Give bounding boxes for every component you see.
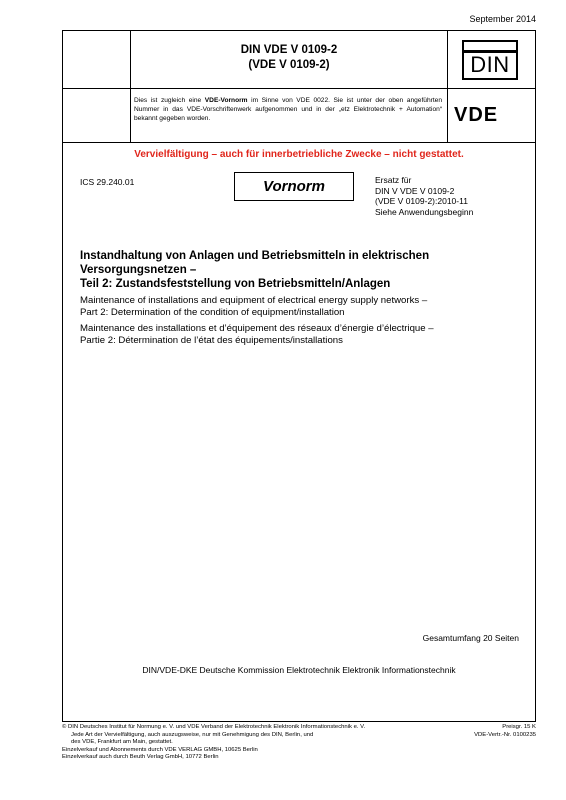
header-left-cell [63, 31, 131, 88]
vde-logo: VDE [454, 104, 499, 126]
vde-logo-cell [447, 89, 536, 142]
price-info [474, 724, 536, 739]
note-row [63, 89, 535, 143]
vde-note-bold: VDE-Vornorm [204, 97, 248, 104]
reproduction-warning: Vervielfältigung – auch für innerbetriebliche Zwecke – nicht gestattet. [134, 149, 464, 160]
title-english-line1: Maintenance of installations and equipment of electrical energy supply networks – [80, 295, 428, 306]
sales-line1: Einzelverkauf und Abonnements durch VDE VERLAG GMBH, 10625 Berlin [62, 746, 258, 753]
vde-order-number: VDE-Vertr.-Nr. 0100235 [474, 731, 536, 738]
title-english-line2: Part 2: Determination of the condition of equipment/installation [80, 307, 345, 318]
title-french [80, 323, 520, 347]
copyright-line2: Jede Art der Vervielfältigung, auch auszugsweise, nur mit Genehmigung des DIN, Berlin, und [71, 731, 314, 738]
committee-name: DIN/VDE-DKE Deutsche Kommission Elektrotechnik Elektronik Informationstechnik [142, 665, 456, 675]
vornorm-badge: Vornorm [234, 172, 354, 201]
publication-date: September 2014 [469, 14, 536, 24]
standard-number [131, 43, 447, 73]
total-pages: Gesamtumfang 20 Seiten [422, 633, 519, 643]
replacement-line1: Ersatz für [375, 175, 412, 185]
price-group: Preisgr. 15 K [502, 724, 536, 730]
title-german [80, 249, 520, 291]
copyright-line3: des VDE, Frankfurt am Main, gestattet. [71, 739, 173, 746]
vde-note-text-after: im Sinne von VDE 0022. Sie ist unter der oben angeführten Nummer in das VDE-Vorschriftenwerk aufgenommen und in der „etz Elektrotechnik + Automation“ bekannt gegeben worden. [134, 97, 442, 122]
title-french-line1: Maintenance des installations et d’équipement des réseaux d’énergie d’électrique – [80, 323, 434, 334]
replacement-info [375, 175, 473, 217]
ics-code: ICS 29.240.01 [80, 177, 135, 187]
header-row [63, 31, 535, 89]
replacement-line4: Siehe Anwendungsbeginn [375, 206, 474, 217]
title-english [80, 295, 520, 319]
replacement-line3: (VDE V 0109-2):2010-11 [375, 196, 468, 206]
standard-number-line1: DIN VDE V 0109-2 [240, 44, 338, 56]
copyright-notice [62, 724, 432, 762]
title-german-line1: Instandhaltung von Anlagen und Betriebsmitteln in elektrischen [80, 250, 430, 262]
vde-note [134, 96, 442, 123]
din-logo [462, 40, 518, 80]
document-titles [80, 249, 520, 347]
din-logo-cell [447, 31, 536, 88]
note-left-cell [63, 89, 131, 142]
replacement-line2: DIN V VDE V 0109-2 [375, 185, 455, 196]
copyright-line1: © DIN Deutsches Institut für Normung e. V. und VDE Verband der Elektrotechnik Elektronik Informationstechnik e. V. [62, 724, 366, 730]
din-logo-text: DIN [470, 52, 510, 77]
standard-number-line2: (VDE V 0109-2) [248, 59, 330, 71]
title-french-line2: Partie 2: Détermination de l’état des équipements/installations [80, 335, 343, 346]
title-german-line3: Teil 2: Zustandsfeststellung von Betriebsmitteln/Anlagen [80, 278, 391, 290]
sales-line2: Einzelverkauf auch durch Beuth Verlag GmbH, 10772 Berlin [62, 754, 219, 761]
title-german-line2: Versorgungsnetzen – [80, 264, 197, 276]
vde-note-text-before: Dies ist zugleich eine [134, 97, 205, 104]
title-page-frame [62, 30, 536, 722]
